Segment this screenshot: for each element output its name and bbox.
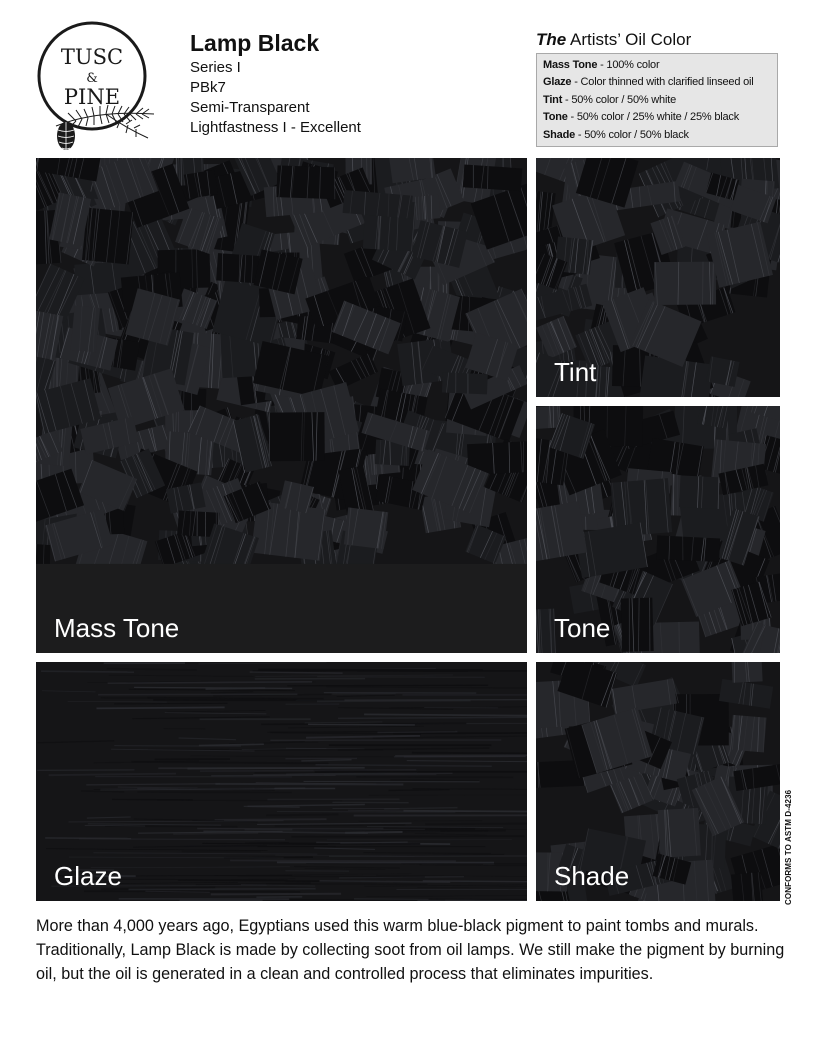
tint-label: Tint xyxy=(554,357,597,387)
legend-row: Mass Tone - 100% color xyxy=(543,59,660,71)
color-description: More than 4,000 years ago, Egyptians used this warm blue-black pigment to paint tombs and murals. Traditionally, Lamp Black is made by collecting soot from oil lamps. We still make the pigment by burning oil, but the oil is generated in a clean and controlled process that eliminates impurities. xyxy=(36,917,785,983)
mass-tone-label: Mass Tone xyxy=(54,613,180,643)
logo-emblem xyxy=(36,18,156,158)
legend-row: Tone - 50% color / 25% white / 25% black xyxy=(543,111,740,124)
color-name: Lamp Black xyxy=(190,30,320,56)
astm-conformance-note: CONFORMS TO ASTM D-4236 xyxy=(784,789,793,905)
tusc-and-pine-logo xyxy=(36,18,156,158)
legend-row: Glaze - Color thinned with clarified linseed oil xyxy=(543,76,754,89)
svg-text:&: & xyxy=(86,71,98,86)
glaze-label: Glaze xyxy=(54,861,122,891)
svg-text:PINE: PINE xyxy=(63,85,121,109)
series: Series I xyxy=(190,59,241,76)
paint-texture xyxy=(36,158,527,653)
color-info xyxy=(190,30,361,138)
mass-tone-swatch xyxy=(36,158,527,653)
legend-row: Shade - 50% color / 50% black xyxy=(543,128,689,141)
tone-swatch xyxy=(536,406,780,653)
shade-label: Shade xyxy=(554,861,630,891)
tone-label: Tone xyxy=(554,613,611,643)
swatch-legend xyxy=(536,53,778,147)
lightfastness: Lightfastness I - Excellent xyxy=(190,119,361,136)
shade-swatch xyxy=(536,662,780,901)
key-heading: The Artists’ Oil Color xyxy=(536,30,692,49)
tint-swatch xyxy=(536,158,780,397)
glaze-swatch xyxy=(36,662,527,901)
pigment-code: PBk7 xyxy=(190,79,226,96)
legend-row: Tint - 50% color / 50% white xyxy=(543,93,676,106)
svg-text:TUSC: TUSC xyxy=(60,45,124,69)
transparency: Semi-Transparent xyxy=(190,99,310,116)
